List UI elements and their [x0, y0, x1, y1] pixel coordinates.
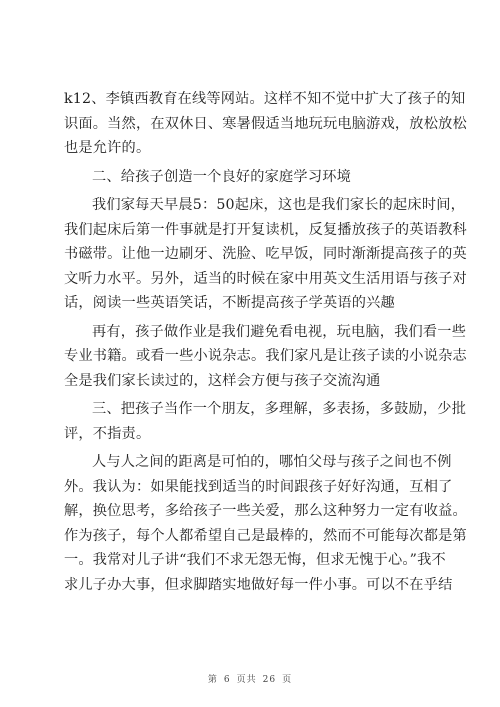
text-line: 我们家每天早晨5：50起床，这也是我们家长的起床时间， [92, 197, 465, 213]
text-line: k12、李镇西教育在线等网站。这样不知不觉中扩大了孩子的知 [64, 91, 466, 107]
text-line: 一。我常对儿子讲“我们不求无怨无悔，但求无愧于心。”我不 [64, 552, 446, 568]
text-line: 文听力水平。另外，适当的时候在家中用英文生活用语与孩子对 [64, 270, 467, 287]
footer-middle: 页共 [236, 675, 257, 685]
text-line: 书磁带。让他一边刷牙、洗脸、吃早饭，同时渐渐提高孩子的英 [64, 246, 467, 262]
text-line: 话，阅读一些英语笑话，不断提高孩子学英语的兴趣 [64, 295, 395, 311]
footer-page-number: 6 [223, 675, 231, 685]
page-footer [0, 672, 500, 685]
text-line: 求儿子办大事，但求脚踏实地做好每一件小事。可以不在乎结 [64, 576, 453, 593]
text-line: 作为孩子，每个人都希望自己是最棒的，然而不可能每次都是第 [64, 527, 467, 544]
footer-prefix: 第 [207, 675, 218, 685]
text-line: 解，换位思考，多给孩子一些关爱，那么这种努力一定有收益。 [64, 503, 467, 519]
text-line: 我们起床后第一件事就是打开复读机，反复播放孩子的英语教科 [64, 221, 467, 238]
document-body [64, 87, 467, 597]
text-line: 再有，孩子做作业是我们避免看电视，玩电脑，我们看一些 [92, 323, 467, 340]
text-line: 人与人之间的距离是可怕的，哪怕父母与孩子之间也不例 [92, 454, 452, 470]
text-line: 全是我们家长读过的，这样会方便与孩子交流沟通 [64, 372, 381, 389]
text-line: 专业书籍。或看一些小说杂志。我们家凡是让孩子读的小说杂志 [64, 348, 467, 364]
text-line: 也是允许的。 [64, 140, 151, 156]
text-line: 三、把孩子当作一个朋友，多理解，多表扬，多鼓励，少批 [92, 401, 467, 417]
text-line: 识面。当然，在双休日、寒暑假适当地玩玩电脑游戏，放松放松 [64, 115, 467, 132]
footer-total-pages: 26 [262, 675, 277, 685]
text-line: 外。我认为：如果能找到适当的时间跟孩子好好沟通，互相了 [64, 478, 453, 495]
text-line: 评，不指责。 [64, 425, 151, 442]
footer-suffix: 页 [282, 675, 293, 685]
text-line: 二、给孩子创造一个良好的家庭学习环境 [92, 168, 351, 185]
